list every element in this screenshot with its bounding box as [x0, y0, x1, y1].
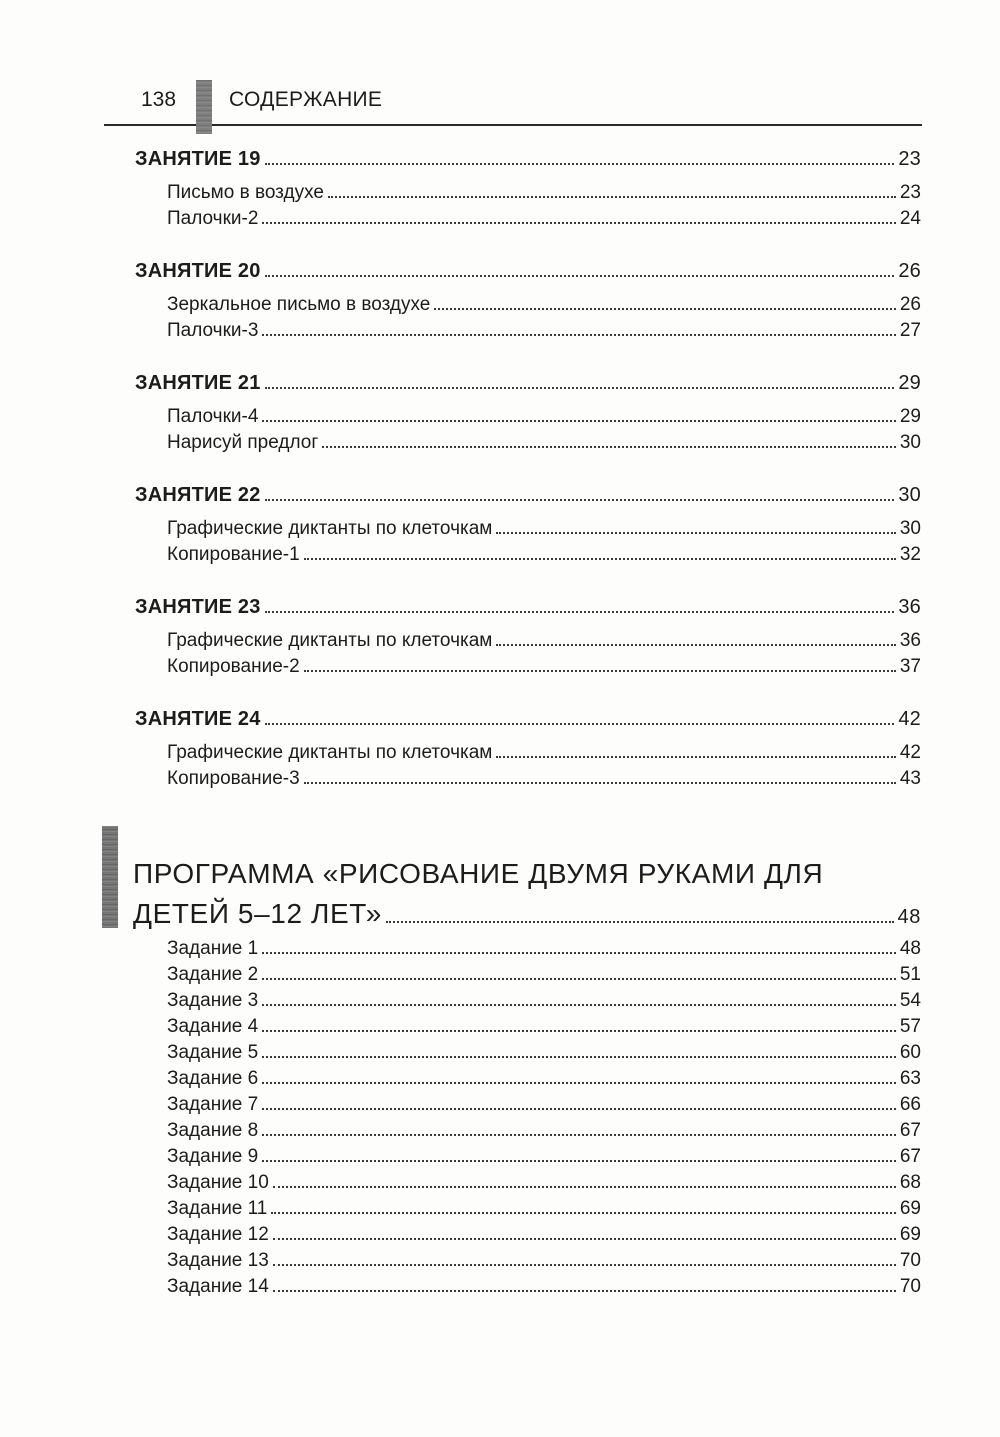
toc-item-label: Графические диктанты по клеточкам	[167, 518, 493, 539]
dot-leader	[262, 978, 896, 980]
dot-leader	[271, 1212, 895, 1214]
toc-lesson-title: ЗАНЯТИЕ 20	[135, 260, 261, 282]
dot-leader	[496, 644, 896, 646]
toc-page-number: 57	[899, 1016, 921, 1037]
toc-item[interactable]	[167, 742, 921, 764]
toc-item[interactable]	[167, 320, 921, 342]
toc-item[interactable]	[167, 208, 921, 230]
toc-item-label: Нарисуй предлог	[167, 432, 319, 453]
page-section-title: СОДЕРЖАНИЕ	[229, 88, 383, 111]
toc-item[interactable]	[167, 630, 921, 652]
toc-page-number: 36	[899, 630, 921, 651]
toc-page-number: 63	[899, 1068, 921, 1089]
toc-page-number: 67	[899, 1146, 921, 1167]
toc-item[interactable]	[167, 406, 921, 428]
toc-page-number: 26	[898, 260, 921, 282]
toc-lesson-23[interactable]	[135, 596, 921, 619]
toc-task[interactable]	[167, 1120, 921, 1142]
toc-task-label: Задание 8	[167, 1120, 259, 1141]
toc-page-number: 29	[898, 372, 921, 394]
toc-page-number: 70	[899, 1250, 921, 1271]
dot-leader	[273, 1290, 896, 1292]
dot-leader	[304, 558, 896, 560]
toc-task-label: Задание 3	[167, 990, 259, 1011]
toc-task[interactable]	[167, 938, 921, 960]
dot-leader	[304, 782, 896, 784]
toc-task[interactable]	[167, 1276, 921, 1298]
toc-item[interactable]	[167, 518, 921, 540]
toc-task-label: Задание 2	[167, 964, 259, 985]
toc-page-number: 30	[899, 432, 921, 453]
toc-page-number: 66	[899, 1094, 921, 1115]
toc-page-number: 70	[899, 1276, 921, 1297]
toc-page-number: 24	[899, 208, 921, 229]
toc-task-label: Задание 7	[167, 1094, 259, 1115]
toc-page-number: 48	[897, 906, 921, 928]
toc-task[interactable]	[167, 964, 921, 986]
dot-leader	[328, 196, 896, 198]
toc-item[interactable]	[167, 656, 921, 678]
program-title-text: ДЕТЕЙ 5–12 ЛЕТ»	[133, 898, 382, 929]
toc-page-number: 68	[899, 1172, 921, 1193]
toc-page-number: 29	[899, 406, 921, 427]
program-title-line-1[interactable]: ПРОГРАММА «РИСОВАНИЕ ДВУМЯ РУКАМИ ДЛЯ	[133, 858, 824, 889]
toc-task[interactable]	[167, 1250, 921, 1272]
toc-lesson-title: ЗАНЯТИЕ 24	[135, 708, 261, 730]
toc-task[interactable]	[167, 1198, 921, 1220]
toc-page-number: 60	[899, 1042, 921, 1063]
toc-page-number: 67	[899, 1120, 921, 1141]
toc-page-number: 43	[899, 768, 921, 789]
toc-lesson-19[interactable]	[135, 148, 921, 171]
dot-leader	[322, 446, 896, 448]
toc-item-label: Копирование-1	[167, 544, 300, 565]
toc-task-label: Задание 4	[167, 1016, 259, 1037]
toc-page-number: 54	[899, 990, 921, 1011]
program-title-line-2[interactable]	[133, 898, 921, 930]
toc-page-number: 30	[898, 484, 921, 506]
toc-task-label: Задание 11	[167, 1198, 268, 1219]
dot-leader	[262, 1082, 896, 1084]
toc-lesson-22[interactable]	[135, 484, 921, 507]
toc-lesson-24[interactable]	[135, 708, 921, 731]
toc-page-number: 32	[899, 544, 921, 565]
toc-page-number: 51	[899, 964, 921, 985]
toc-lesson-title: ЗАНЯТИЕ 23	[135, 596, 261, 618]
dot-leader	[265, 163, 895, 165]
toc-page-number: 26	[899, 294, 921, 315]
toc-task-label: Задание 12	[167, 1224, 269, 1245]
toc-task-label: Задание 10	[167, 1172, 269, 1193]
toc-page-number: 69	[899, 1198, 921, 1219]
dot-leader	[496, 532, 896, 534]
dot-leader	[265, 723, 895, 725]
dot-leader	[262, 1056, 896, 1058]
toc-page-number: 23	[899, 182, 921, 203]
toc-lesson-title: ЗАНЯТИЕ 21	[135, 372, 261, 394]
toc-task-label: Задание 14	[167, 1276, 269, 1297]
toc-page-number: 48	[899, 938, 921, 959]
dot-leader	[262, 952, 896, 954]
toc-task-label: Задание 1	[167, 938, 259, 959]
toc-lesson-title: ЗАНЯТИЕ 22	[135, 484, 261, 506]
dot-leader	[265, 611, 895, 613]
running-header	[104, 80, 922, 126]
toc-task[interactable]	[167, 1146, 921, 1168]
dot-leader	[262, 1134, 896, 1136]
toc-item-label: Графические диктанты по клеточкам	[167, 630, 493, 651]
dot-leader	[273, 1264, 896, 1266]
program-marker-bar	[102, 826, 118, 928]
dot-leader	[304, 670, 896, 672]
dot-leader	[386, 921, 894, 923]
dot-leader	[265, 275, 895, 277]
toc-page-number: 37	[899, 656, 921, 677]
toc-item-label: Письмо в воздухе	[167, 182, 324, 203]
toc-task[interactable]	[167, 1224, 921, 1246]
dot-leader	[262, 1004, 896, 1006]
page-number: 138	[141, 88, 177, 111]
toc-lesson-20[interactable]	[135, 260, 921, 283]
toc-task[interactable]	[167, 1094, 921, 1116]
toc-item[interactable]	[167, 432, 921, 454]
toc-task-label: Задание 9	[167, 1146, 259, 1167]
dot-leader	[265, 387, 895, 389]
dot-leader	[262, 1108, 896, 1110]
toc-item[interactable]	[167, 544, 921, 566]
toc-item[interactable]	[167, 294, 921, 316]
dot-leader	[262, 222, 895, 224]
toc-item-label: Палочки-3	[167, 320, 259, 341]
toc-item-label: Палочки-2	[167, 208, 259, 229]
toc-lesson-title: ЗАНЯТИЕ 19	[135, 148, 261, 170]
toc-task-label: Задание 13	[167, 1250, 269, 1271]
toc-item[interactable]	[167, 768, 921, 790]
toc-task[interactable]	[167, 1068, 921, 1090]
toc-item-label: Графические диктанты по клеточкам	[167, 742, 493, 763]
toc-item-label: Палочки-4	[167, 406, 259, 427]
toc-item[interactable]	[167, 182, 921, 204]
toc-task-label: Задание 6	[167, 1068, 259, 1089]
toc-task[interactable]	[167, 1172, 921, 1194]
dot-leader	[273, 1186, 896, 1188]
dot-leader	[265, 499, 895, 501]
toc-item-label: Копирование-3	[167, 768, 300, 789]
dot-leader	[262, 1030, 896, 1032]
toc-task[interactable]	[167, 1042, 921, 1064]
toc-task-label: Задание 5	[167, 1042, 259, 1063]
dot-leader	[496, 756, 896, 758]
toc-task[interactable]	[167, 1016, 921, 1038]
toc-page-number: 69	[899, 1224, 921, 1245]
toc-task[interactable]	[167, 990, 921, 1012]
dot-leader	[262, 420, 895, 422]
dot-leader	[262, 334, 895, 336]
toc-page-number: 23	[898, 148, 921, 170]
toc-item-label: Копирование-2	[167, 656, 300, 677]
toc-page-number: 42	[898, 708, 921, 730]
dot-leader	[262, 1160, 896, 1162]
toc-page-number: 42	[899, 742, 921, 763]
toc-item-label: Зеркальное письмо в воздухе	[167, 294, 431, 315]
toc-page-number: 36	[898, 596, 921, 618]
toc-page-number: 27	[899, 320, 921, 341]
toc-lesson-21[interactable]	[135, 372, 921, 395]
header-marker-bar	[196, 80, 212, 134]
dot-leader	[434, 308, 896, 310]
dot-leader	[273, 1238, 896, 1240]
toc-page-number: 30	[899, 518, 921, 539]
